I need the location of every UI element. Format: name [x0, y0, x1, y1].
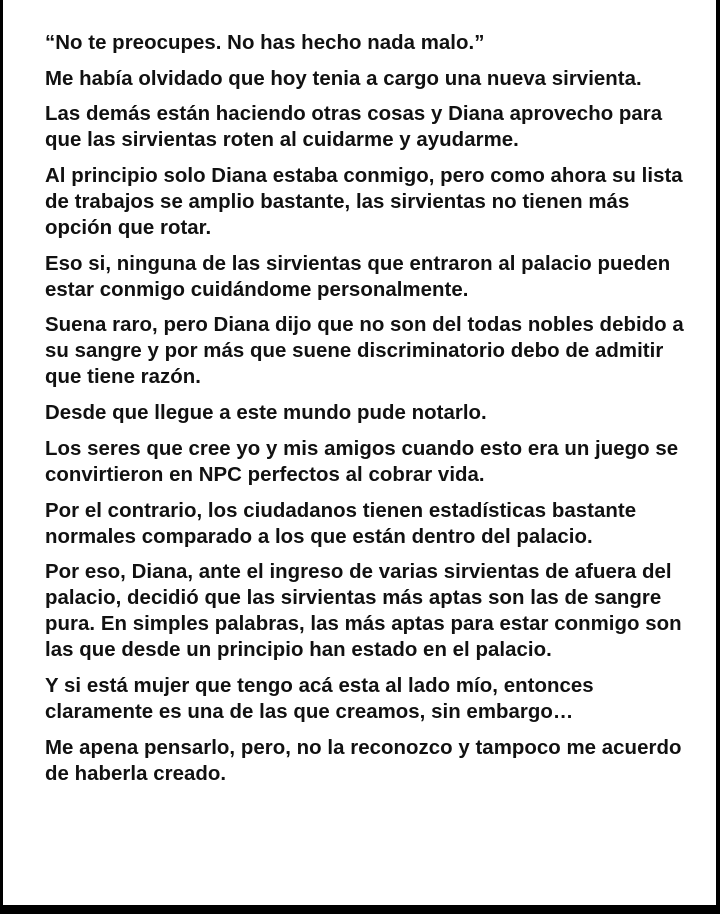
paragraph-9: Por el contrario, los ciudadanos tienen estadísticas bastante normales comparado a los que están dentro del palacio.	[45, 499, 637, 548]
paragraph-7: Desde que llegue a este mundo pude notarlo.	[45, 402, 487, 425]
paragraph-8: Los seres que cree yo y mis amigos cuando esto era un juego se convirtieron en NPC perfectos al cobrar vida.	[45, 437, 679, 486]
paragraph-4: Al principio solo Diana estaba conmigo, pero como ahora su lista de trabajos se amplio bastante, las sirvientas no tienen más opción que rotar.	[45, 165, 683, 240]
paragraph-2: Me había olvidado que hoy tenia a cargo una nueva sirvienta.	[45, 67, 642, 90]
paragraph-10: Por eso, Diana, ante el ingreso de varias sirvientas de afuera del palacio, decidió que las sirvientas más aptas son las de sangre pura. En simples palabras, las más aptas para estar conmigo son las que desde un principio han estado en el palacio.	[45, 561, 682, 662]
paragraph-3: Las demás están haciendo otras cosas y Diana aprovecho para que las sirvientas roten al cuidarme y ayudarme.	[45, 103, 663, 152]
paragraph-11: Y si está mujer que tengo acá esta al lado mío, entonces claramente es una de las que creamos, sin embargo…	[45, 674, 594, 723]
paragraph-1: “No te preocupes. No has hecho nada malo.”	[45, 32, 485, 54]
paragraph-5: Eso si, ninguna de las sirvientas que entraron al palacio pueden estar conmigo cuidándome personalmente.	[45, 252, 671, 301]
paragraph-12: Me apena pensarlo, pero, no la reconozco y tampoco me acuerdo de haberla creado.	[45, 736, 682, 785]
document-page	[3, 0, 716, 905]
paragraph-6: Suena raro, pero Diana dijo que no son del todas nobles debido a su sangre y por más que suene discriminatorio debo de admitir que tiene razón.	[45, 314, 684, 389]
